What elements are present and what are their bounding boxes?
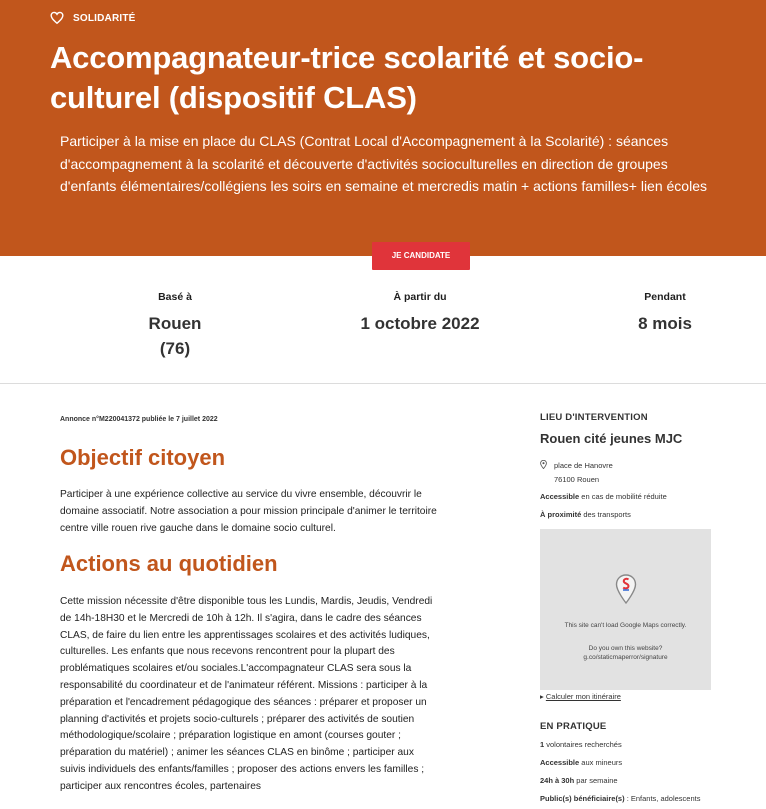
map-error-link[interactable]: g.co/staticmaperror/signature [583,654,668,661]
pratique-public-bold: Public(s) bénéficiaire(s) [540,794,625,803]
itinerary-link[interactable]: ▸ Calculer mon itinéraire [540,692,621,701]
pratique-public-rest: : Enfants, adolescents [624,794,701,803]
apply-button[interactable]: JE CANDIDATE [372,242,470,270]
en-pratique [540,721,720,804]
address-line-2: 76100 Rouen [554,475,600,484]
itinerary-label[interactable]: Calculer mon itinéraire [545,692,621,701]
divider [0,383,766,384]
map-owner-text [540,644,711,662]
address-line-1: place de Hanovre [554,461,613,470]
pratique-volunteers [540,740,720,750]
pratique-hours-bold: 24h à 30h [540,776,575,785]
objectif-title: Objectif citoyen [60,445,226,470]
fact-location-city: Rouen [148,314,202,333]
accessibility-rest: en cas de mobilité réduite [579,492,667,501]
pratique-minors-rest: aux mineurs [579,758,623,767]
category-label: SOLIDARITÉ [73,12,136,24]
pratique-minors [540,758,720,768]
mission-header [0,0,766,256]
sidebar [540,412,720,803]
accessibility-bold: Accessible [540,492,580,501]
lieu-title: LIEU D'INTERVENTION [540,412,648,423]
pratique-hours-rest: par semaine [574,776,618,785]
transport-info [540,510,631,519]
location-pin-icon [540,460,547,469]
map[interactable] [540,529,711,690]
pratique-hours [540,776,720,786]
transport-rest: des transports [581,510,631,519]
fact-duration-value: 8 mois [638,314,692,333]
pratique-title: EN PRATIQUE [540,721,607,732]
map-owner-question: Do you own this website? [588,645,663,652]
fact-location-dept: (76) [159,339,191,358]
fact-location-value [120,311,230,361]
fact-start [330,291,510,336]
accessibility-info [540,492,667,501]
fact-start-label: À partir du [393,291,447,303]
mission-summary: Participer à la mise en place du CLAS (Contrat Local d'Accompagnement à la Scolarité) : séances d'accompagnement à la scolarité et découverte d'activités socioculturelles en direction de groupes d'enfants élémentaires/collégiens les soirs en semaine et mercredis matin + actions familles+ lien écoles [60,133,707,194]
pratique-minors-bold: Accessible [540,758,580,767]
pratique-public [540,794,720,804]
map-error-text: This site can't load Google Maps correctly. [564,622,687,629]
category [50,11,136,25]
actions-text: Cette mission nécessite d'être disponible tous les Lundis, Mardis, Jeudis, Vendredi de 14h-18H30 et le Mercredi de 10h à 12h. Il s'agira, dans le cadre des séances CLAS, de faire du lien entre les apprentissages scolaires et des activités ludiques, culturelles. Les enfants que nous recevons rencontrent pour la plupart des problématiques scolaires et/ou sociales.L'accompagnateur CLAS sera sous la responsabilité du coordinateur et de l'animateur référent. Missions : participer à la préparation et l'encadrement pédagogique des séances : préparer et proposer un planning d'activités et projets socio-culturels ; préparer des activités de soutien méthodologique/scolaire ; préparation logistique en amont (courses gouter ; préparation du matériel) ; animer les séances CLAS en binôme ; participer aux suivis individuels des enfants/familles ; proposer des actions envers les familles ; participer aux rencontres écoles, partenaires [60,596,433,792]
transport-bold: À proximité [540,510,582,519]
map-error-icon [615,574,637,604]
objectif-text: Participer à une expérience collective au service du vivre ensemble, découvrir le domaine associatif. Notre association a pour mission principale d'animer le territoire centre ville rouen rive gauche dans le domaine socio culturel. [60,489,437,534]
pratique-volunteers-rest: volontaires recherchés [544,740,622,749]
fact-location [120,291,230,361]
fact-location-label: Basé à [158,291,192,303]
annonce-reference: Annonce n°M220041372 publiée le 7 juillet 2022 [60,416,218,423]
mission-facts [0,284,766,382]
organization-name: Rouen cité jeunes MJC [540,431,683,446]
fact-duration [600,291,730,336]
heart-icon [50,11,64,25]
fact-duration-label: Pendant [644,291,686,303]
page-title: Accompagnateur-trice scolarité et socio-culturel (dispositif CLAS) [50,40,644,115]
pratique-volunteers-bold: 1 [540,740,545,749]
actions-title: Actions au quotidien [60,551,278,576]
fact-start-value: 1 octobre 2022 [360,314,480,333]
